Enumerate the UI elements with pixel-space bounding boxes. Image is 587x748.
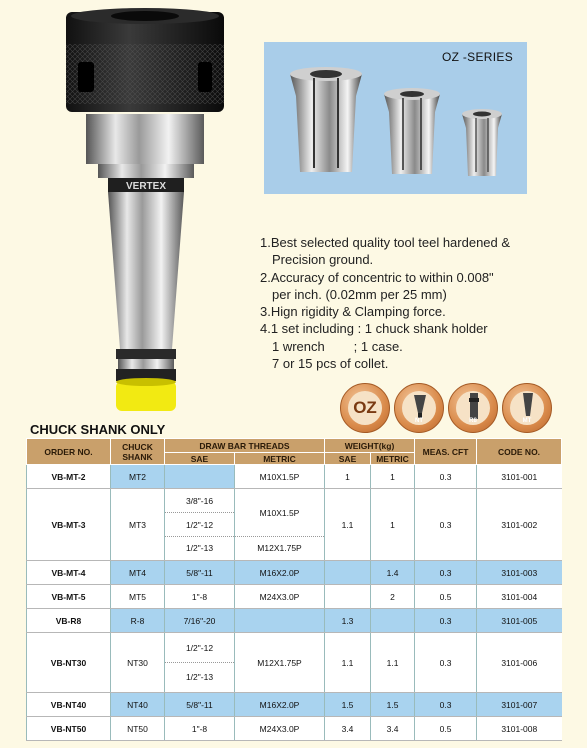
table-row [27, 489, 562, 561]
feature-1-cont: Precision ground. [272, 252, 374, 268]
feature-3: 3.Hign rigidity & Clamping force. [260, 304, 446, 320]
weight-sae: 1.5 [325, 693, 371, 717]
weight-metric: 2 [371, 585, 415, 609]
sae-thread: 3/8"-16 [165, 489, 234, 513]
chuck-holder-image [60, 4, 230, 416]
sae-thread-group [165, 489, 235, 561]
r8-badge-icon: R8 [448, 383, 498, 433]
oz-badge-icon: OZ [340, 383, 390, 433]
metric-thread: M10X1.5P [235, 465, 325, 489]
meas: 0.3 [415, 489, 477, 561]
meas: 0.3 [415, 693, 477, 717]
metric-thread: M12X1.75P [235, 633, 325, 693]
collet-series-panel [264, 42, 527, 194]
weight-metric: 1 [371, 465, 415, 489]
meas: 0.3 [415, 609, 477, 633]
sae-thread: 1"-8 [165, 585, 235, 609]
metric-thread: M12X1.75P [257, 543, 302, 553]
metric-thread: M24X3.0P [235, 585, 325, 609]
sae-thread: 5/8"-11 [165, 693, 235, 717]
meas: 0.5 [415, 717, 477, 741]
collet-small-image [458, 104, 506, 182]
sae-thread: 1"-8 [165, 717, 235, 741]
spec-table [26, 438, 562, 741]
meas: 0.3 [415, 561, 477, 585]
weight-sae [325, 585, 371, 609]
order-no: VB-R8 [27, 609, 111, 633]
code: 3101-004 [477, 585, 562, 609]
meas: 0.5 [415, 585, 477, 609]
order-no: VB-NT30 [27, 633, 111, 693]
weight-sae: 1.1 [325, 489, 371, 561]
weight-metric [371, 609, 415, 633]
col-weight: WEIGHT(kg) [325, 439, 415, 453]
feature-4-cont2: 7 or 15 pcs of collet. [272, 356, 389, 372]
weight-metric: 1 [371, 489, 415, 561]
sae-thread-group [165, 633, 235, 693]
table-row [27, 717, 562, 741]
table-row [27, 633, 562, 693]
shank: MT2 [111, 465, 165, 489]
shank: MT3 [111, 489, 165, 561]
table-row [27, 693, 562, 717]
col-draw-bar: DRAW BAR THREADS [165, 439, 325, 453]
code: 3101-002 [477, 489, 562, 561]
col-sae: SAE [165, 453, 235, 465]
order-no: VB-NT50 [27, 717, 111, 741]
weight-metric: 1.5 [371, 693, 415, 717]
sae-thread: 1/2"-13 [185, 672, 214, 682]
table-row [27, 585, 562, 609]
sae-thread: 1/2"-12 [165, 513, 234, 537]
order-no: VB-NT40 [27, 693, 111, 717]
weight-sae: 1.3 [325, 609, 371, 633]
weight-metric: 1.4 [371, 561, 415, 585]
code: 3101-005 [477, 609, 562, 633]
col-chuck-shank: CHUCK SHANK [111, 439, 165, 465]
code: 3101-001 [477, 465, 562, 489]
meas: 0.3 [415, 633, 477, 693]
metric-thread-group [235, 489, 325, 561]
section-title: CHUCK SHANK ONLY [30, 422, 166, 437]
shank: R-8 [111, 609, 165, 633]
table-row [27, 609, 562, 633]
nt-badge-icon: NT [394, 383, 444, 433]
feature-2: 2.Accuracy of concentric to within 0.008" [260, 269, 494, 285]
code: 3101-007 [477, 693, 562, 717]
weight-metric: 3.4 [371, 717, 415, 741]
code: 3101-003 [477, 561, 562, 585]
col-meas: MEAS. CFT [415, 439, 477, 465]
metric-thread: M16X2.0P [235, 561, 325, 585]
weight-sae: 3.4 [325, 717, 371, 741]
feature-4: 4.1 set including : 1 chuck shank holder [260, 321, 488, 337]
shank: NT40 [111, 693, 165, 717]
sae-thread [165, 465, 235, 489]
metric-thread: M10X1.5P [235, 489, 324, 537]
table-row [27, 465, 562, 489]
shank: NT50 [111, 717, 165, 741]
sae-thread: 1/2"-13 [185, 543, 214, 553]
order-no: VB-MT-3 [27, 489, 111, 561]
collet-large-image [284, 60, 368, 182]
metric-thread [235, 609, 325, 633]
features-list [260, 234, 580, 372]
series-badges [340, 383, 550, 435]
feature-4-cont: 1 wrench ; 1 case. [272, 338, 403, 354]
code: 3101-008 [477, 717, 562, 741]
shank: MT4 [111, 561, 165, 585]
weight-sae [325, 561, 371, 585]
sae-thread: 7/16"-20 [165, 609, 235, 633]
order-no: VB-MT-4 [27, 561, 111, 585]
sae-thread: 1/2"-12 [165, 633, 234, 663]
metric-thread: M24X3.0P [235, 717, 325, 741]
shank: NT30 [111, 633, 165, 693]
code: 3101-006 [477, 633, 562, 693]
weight-sae: 1.1 [325, 633, 371, 693]
col-order-no: ORDER NO. [27, 439, 111, 465]
feature-1: 1.Best selected quality tool teel hardened & [260, 235, 511, 250]
weight-metric: 1.1 [371, 633, 415, 693]
collet-medium-image [379, 82, 445, 182]
table-row [27, 561, 562, 585]
order-no: VB-MT-2 [27, 465, 111, 489]
weight-sae: 1 [325, 465, 371, 489]
meas: 0.3 [415, 465, 477, 489]
series-label: OZ -SERIES [441, 50, 513, 64]
col-w-sae: SAE [325, 453, 371, 465]
shank: MT5 [111, 585, 165, 609]
col-metric: METRIC [235, 453, 325, 465]
col-code: CODE NO. [477, 439, 562, 465]
brand-mark: VERTEX [125, 181, 167, 192]
metric-thread: M16X2.0P [235, 693, 325, 717]
mt-badge-icon: MT [502, 383, 552, 433]
feature-2-cont: per inch. (0.02mm per 25 mm) [272, 286, 447, 302]
col-w-metric: METRIC [371, 453, 415, 465]
order-no: VB-MT-5 [27, 585, 111, 609]
sae-thread: 5/8"-11 [165, 561, 235, 585]
